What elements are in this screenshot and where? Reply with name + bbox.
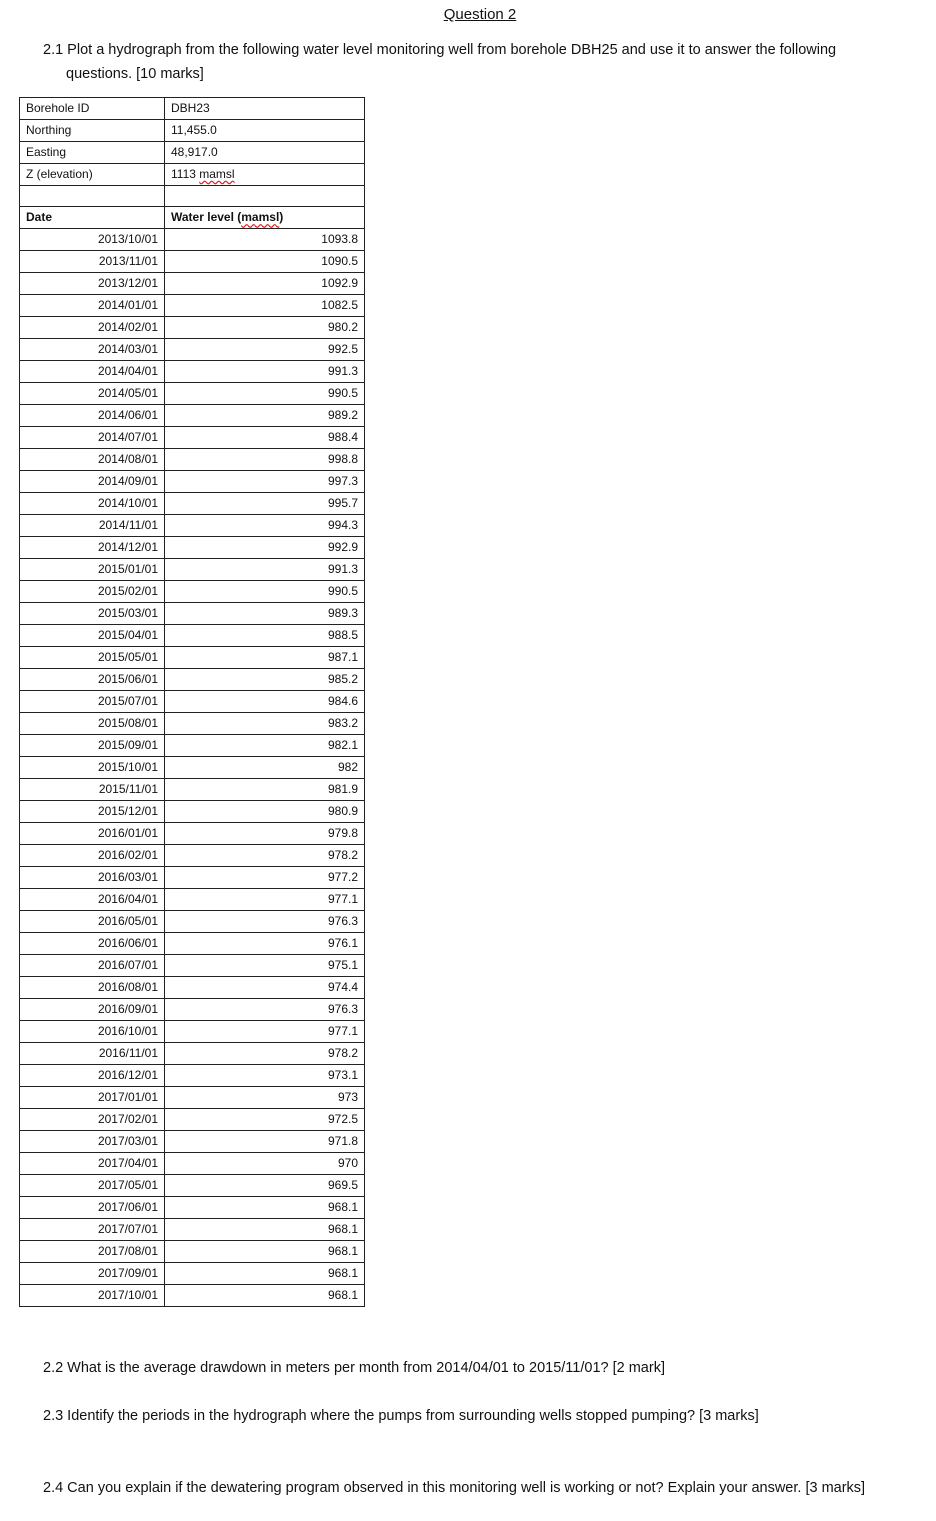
- table-row: [20, 801, 365, 823]
- table-row: [20, 1197, 365, 1219]
- table-row: [20, 317, 365, 339]
- date-cell: 2015/05/01: [20, 647, 165, 669]
- water-level-cell: 981.9: [165, 779, 365, 801]
- borehole-table: [19, 97, 365, 1307]
- water-level-cell: 1090.5: [165, 251, 365, 273]
- table-row: [20, 713, 365, 735]
- table-row: [20, 911, 365, 933]
- date-cell: 2015/02/01: [20, 581, 165, 603]
- table-row: [20, 779, 365, 801]
- water-level-cell: 984.6: [165, 691, 365, 713]
- table-row: [20, 251, 365, 273]
- date-cell: 2014/08/01: [20, 449, 165, 471]
- question-2-1-line1: 2.1 Plot a hydrograph from the following water level monitoring well from borehole DBH25 and use it to answer the following: [43, 42, 837, 58]
- water-level-cell: 991.3: [165, 559, 365, 581]
- table-row: [20, 515, 365, 537]
- water-level-cell: 988.5: [165, 625, 365, 647]
- date-cell: 2017/06/01: [20, 1197, 165, 1219]
- table-row: [20, 273, 365, 295]
- table-row: [20, 120, 365, 142]
- water-level-cell: 990.5: [165, 383, 365, 405]
- water-level-cell: 968.1: [165, 1197, 365, 1219]
- table-row: [20, 1263, 365, 1285]
- date-cell: 2015/01/01: [20, 559, 165, 581]
- table-row: [20, 977, 365, 999]
- table-header-row: [20, 207, 365, 229]
- date-cell: 2013/11/01: [20, 251, 165, 273]
- elevation-number: 1113: [171, 167, 196, 181]
- date-cell: 2015/12/01: [20, 801, 165, 823]
- date-cell: 2014/09/01: [20, 471, 165, 493]
- date-cell: 2017/02/01: [20, 1109, 165, 1131]
- water-level-cell: 990.5: [165, 581, 365, 603]
- water-level-cell: 992.5: [165, 339, 365, 361]
- water-level-cell: 977.2: [165, 867, 365, 889]
- table-row: [20, 229, 365, 251]
- date-cell: 2014/04/01: [20, 361, 165, 383]
- water-level-cell: 980.9: [165, 801, 365, 823]
- question-2-2: 2.2 What is the average drawdown in meters per month from 2014/04/01 to 2015/11/01? [2 mark]: [43, 1360, 665, 1376]
- water-level-cell: 983.2: [165, 713, 365, 735]
- date-cell: 2014/02/01: [20, 317, 165, 339]
- date-cell: 2016/02/01: [20, 845, 165, 867]
- water-level-cell: 969.5: [165, 1175, 365, 1197]
- water-level-cell: 978.2: [165, 1043, 365, 1065]
- table-row: [20, 1109, 365, 1131]
- date-cell: 2016/03/01: [20, 867, 165, 889]
- date-cell: 2014/11/01: [20, 515, 165, 537]
- table-row: [20, 449, 365, 471]
- table-row: [20, 889, 365, 911]
- northing-value: 11,455.0: [165, 120, 365, 142]
- water-level-cell: 997.3: [165, 471, 365, 493]
- water-level-cell: 1092.9: [165, 273, 365, 295]
- date-cell: 2017/10/01: [20, 1285, 165, 1307]
- table-row: [20, 1219, 365, 1241]
- date-cell: 2016/11/01: [20, 1043, 165, 1065]
- table-row: [20, 603, 365, 625]
- date-cell: 2017/05/01: [20, 1175, 165, 1197]
- water-level-cell: 1082.5: [165, 295, 365, 317]
- water-level-cell: 989.2: [165, 405, 365, 427]
- table-row: [20, 427, 365, 449]
- table-row: [20, 471, 365, 493]
- easting-value: 48,917.0: [165, 142, 365, 164]
- question-2-1-line2: questions. [10 marks]: [66, 66, 204, 82]
- table-row: [20, 845, 365, 867]
- water-level-header-unit: mamsl: [241, 210, 280, 225]
- date-column-header: Date: [20, 207, 165, 229]
- water-level-cell: 975.1: [165, 955, 365, 977]
- table-row: [20, 625, 365, 647]
- empty-cell: [20, 186, 165, 207]
- water-level-cell: 970: [165, 1153, 365, 1175]
- table-row: [20, 1131, 365, 1153]
- water-level-cell: 976.3: [165, 911, 365, 933]
- table-row: [20, 647, 365, 669]
- table-row: [20, 1175, 365, 1197]
- date-cell: 2013/12/01: [20, 273, 165, 295]
- water-level-cell: 989.3: [165, 603, 365, 625]
- borehole-id-label: Borehole ID: [20, 98, 165, 120]
- table-row: [20, 823, 365, 845]
- date-cell: 2016/07/01: [20, 955, 165, 977]
- water-level-cell: 982.1: [165, 735, 365, 757]
- northing-label: Northing: [20, 120, 165, 142]
- date-cell: 2016/06/01: [20, 933, 165, 955]
- table-row: [20, 933, 365, 955]
- water-level-cell: 978.2: [165, 845, 365, 867]
- water-level-cell: 979.8: [165, 823, 365, 845]
- table-row: [20, 669, 365, 691]
- date-cell: 2016/04/01: [20, 889, 165, 911]
- date-cell: 2017/01/01: [20, 1087, 165, 1109]
- date-cell: 2015/07/01: [20, 691, 165, 713]
- water-level-cell: 977.1: [165, 1021, 365, 1043]
- water-level-cell: 968.1: [165, 1263, 365, 1285]
- question-2-1: [43, 38, 923, 86]
- page-title: Question 2: [443, 6, 517, 23]
- date-cell: 2015/09/01: [20, 735, 165, 757]
- table-row: [20, 493, 365, 515]
- date-cell: 2017/04/01: [20, 1153, 165, 1175]
- date-cell: 2017/08/01: [20, 1241, 165, 1263]
- table-row: [20, 164, 365, 186]
- water-level-cell: 994.3: [165, 515, 365, 537]
- table-row: [20, 1153, 365, 1175]
- empty-cell: [165, 186, 365, 207]
- water-level-cell: 974.4: [165, 977, 365, 999]
- date-cell: 2014/01/01: [20, 295, 165, 317]
- date-cell: 2014/10/01: [20, 493, 165, 515]
- table-row: [20, 1043, 365, 1065]
- water-level-cell: 976.1: [165, 933, 365, 955]
- table-row: [20, 955, 365, 977]
- date-cell: 2013/10/01: [20, 229, 165, 251]
- date-cell: 2017/09/01: [20, 1263, 165, 1285]
- water-level-cell: 973: [165, 1087, 365, 1109]
- date-cell: 2016/08/01: [20, 977, 165, 999]
- table-row: [20, 98, 365, 120]
- date-cell: 2015/08/01: [20, 713, 165, 735]
- table-row: [20, 581, 365, 603]
- water-level-cell: 987.1: [165, 647, 365, 669]
- table-row: [20, 361, 365, 383]
- date-cell: 2014/05/01: [20, 383, 165, 405]
- date-cell: 2015/03/01: [20, 603, 165, 625]
- easting-label: Easting: [20, 142, 165, 164]
- water-level-cell: 995.7: [165, 493, 365, 515]
- table-row: [20, 1241, 365, 1263]
- table-row: [20, 735, 365, 757]
- water-level-cell: 968.1: [165, 1285, 365, 1307]
- date-cell: 2014/07/01: [20, 427, 165, 449]
- table-row: [20, 1285, 365, 1307]
- elevation-label: Z (elevation): [20, 164, 165, 186]
- date-cell: 2014/03/01: [20, 339, 165, 361]
- water-level-cell: 972.5: [165, 1109, 365, 1131]
- water-level-cell: 973.1: [165, 1065, 365, 1087]
- date-cell: 2017/07/01: [20, 1219, 165, 1241]
- date-cell: 2014/06/01: [20, 405, 165, 427]
- borehole-id-value: DBH23: [165, 98, 365, 120]
- elevation-value: [165, 164, 365, 186]
- water-level-cell: 968.1: [165, 1219, 365, 1241]
- question-2-4: 2.4 Can you explain if the dewatering program observed in this monitoring well is working or not? Explain your answer. [3 marks]: [43, 1480, 866, 1496]
- table-row: [20, 537, 365, 559]
- water-level-header-suffix: ): [279, 210, 284, 225]
- date-cell: 2016/05/01: [20, 911, 165, 933]
- table-row: [20, 383, 365, 405]
- table-row: [20, 559, 365, 581]
- date-cell: 2014/12/01: [20, 537, 165, 559]
- date-cell: 2016/09/01: [20, 999, 165, 1021]
- date-cell: 2017/03/01: [20, 1131, 165, 1153]
- elevation-unit: mamsl: [199, 167, 235, 181]
- water-level-cell: 992.9: [165, 537, 365, 559]
- water-level-column-header: [165, 207, 365, 229]
- table-row: [20, 1021, 365, 1043]
- water-level-cell: 980.2: [165, 317, 365, 339]
- table-row: [20, 691, 365, 713]
- table-row: [20, 405, 365, 427]
- table-row: [20, 867, 365, 889]
- date-cell: 2015/10/01: [20, 757, 165, 779]
- date-cell: 2016/12/01: [20, 1065, 165, 1087]
- table-row: [20, 295, 365, 317]
- date-cell: 2015/11/01: [20, 779, 165, 801]
- water-level-cell: 985.2: [165, 669, 365, 691]
- date-cell: 2016/10/01: [20, 1021, 165, 1043]
- water-level-cell: 982: [165, 757, 365, 779]
- water-level-header-prefix: Water level (: [171, 210, 242, 225]
- date-cell: 2016/01/01: [20, 823, 165, 845]
- table-row: [20, 757, 365, 779]
- water-level-cell: 988.4: [165, 427, 365, 449]
- table-row-empty: [20, 186, 365, 207]
- question-2-3: 2.3 Identify the periods in the hydrograph where the pumps from surrounding wells stopped pumping? [3 marks]: [43, 1408, 759, 1424]
- water-level-cell: 968.1: [165, 1241, 365, 1263]
- date-cell: 2015/04/01: [20, 625, 165, 647]
- table-row: [20, 142, 365, 164]
- water-level-cell: 1093.8: [165, 229, 365, 251]
- date-cell: 2015/06/01: [20, 669, 165, 691]
- table-row: [20, 1065, 365, 1087]
- table-row: [20, 999, 365, 1021]
- water-level-cell: 991.3: [165, 361, 365, 383]
- water-level-cell: 998.8: [165, 449, 365, 471]
- table-row: [20, 1087, 365, 1109]
- water-level-cell: 976.3: [165, 999, 365, 1021]
- table-row: [20, 339, 365, 361]
- water-level-cell: 971.8: [165, 1131, 365, 1153]
- water-level-cell: 977.1: [165, 889, 365, 911]
